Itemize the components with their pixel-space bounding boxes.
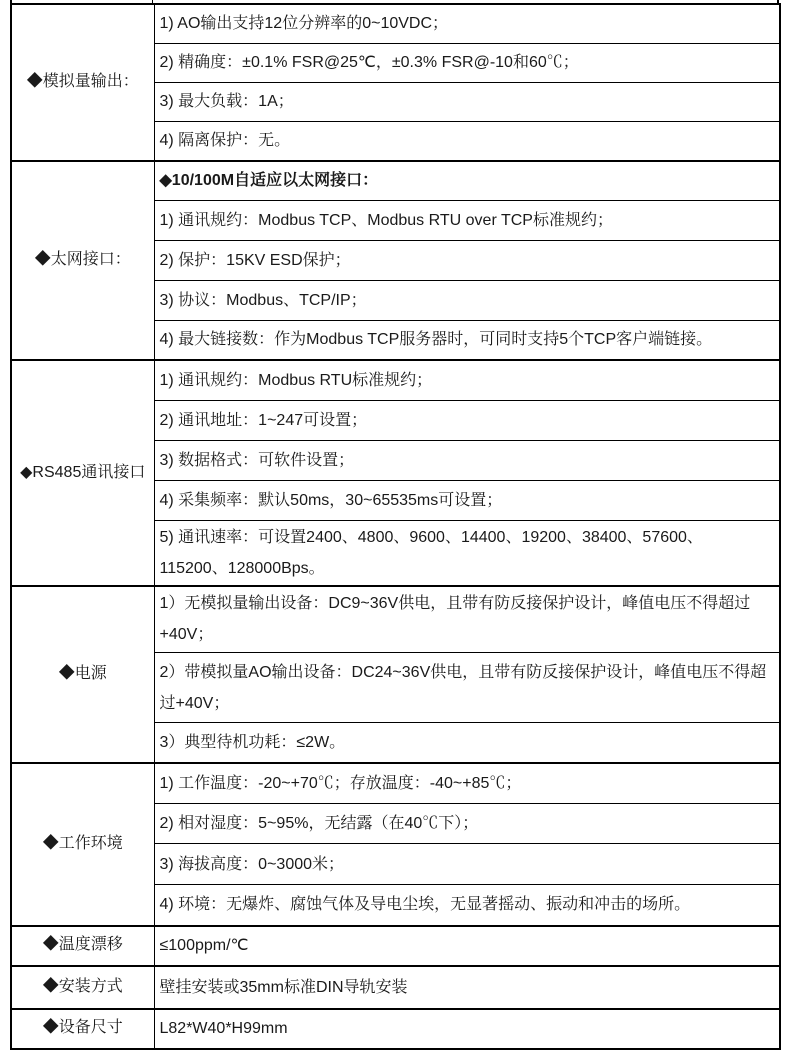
label-ethernet: ◆太网接口： (11, 161, 154, 360)
spec-value: 1) 通讯规约：Modbus TCP、Modbus RTU over TCP标准规约； (154, 200, 780, 240)
spec-value: L82*W40*H99mm (154, 1009, 780, 1049)
spec-value: 3) 海拔高度：0~3000米； (154, 844, 780, 885)
section-ethernet (11, 161, 780, 360)
spec-value: 1）无模拟量输出设备：DC9~36V供电，且带有防反接保护设计，峰值电压不得超过+40V； (154, 586, 780, 653)
section-rs485 (11, 360, 780, 586)
label-temp-drift: ◆温度漂移 (11, 926, 154, 966)
spec-value: 4) 隔离保护：无。 (154, 121, 780, 161)
spec-value: 3) 最大负载：1A； (154, 82, 780, 121)
spec-table (10, 3, 781, 1050)
section-temp-drift (11, 926, 780, 966)
spec-value: 1) AO输出支持12位分辨率的0~10VDC； (154, 4, 780, 43)
spec-value: 2) 通讯地址：1~247可设置； (154, 400, 780, 440)
section-mounting (11, 966, 780, 1009)
spec-value: 3) 协议：Modbus、TCP/IP； (154, 280, 780, 320)
spec-value: ≤100ppm/℃ (154, 926, 780, 966)
divider (152, 0, 153, 3)
spec-value: 4) 环境：无爆炸、腐蚀气体及导电尘埃，无显著摇动、振动和冲击的场所。 (154, 885, 780, 926)
spec-value: 1) 工作温度：-20~+70℃；存放温度：-40~+85℃； (154, 763, 780, 804)
spec-value: 4) 采集频率：默认50ms，30~65535ms可设置； (154, 480, 780, 520)
divider (10, 0, 12, 3)
spec-value: 3) 数据格式：可软件设置； (154, 440, 780, 480)
spec-value: 3）典型待机功耗：≤2W。 (154, 723, 780, 763)
spec-value: 2) 精确度：±0.1% FSR@25℃，±0.3% FSR@-10和60℃； (154, 43, 780, 82)
label-mounting: ◆安装方式 (11, 966, 154, 1009)
label-dimensions: ◆设备尺寸 (11, 1009, 154, 1049)
spec-value: 2) 相对湿度：5~95%，无结露（在40℃下）； (154, 804, 780, 844)
spec-value: 5) 通讯速率：可设置2400、4800、9600、14400、19200、38400、57600、115200、128000Bps。 (154, 520, 780, 586)
section-dimensions (11, 1009, 780, 1049)
spec-value: 4) 最大链接数：作为Modbus TCP服务器时，可同时支持5个TCP客户端链接。 (154, 320, 780, 360)
section-analog-output (11, 4, 780, 161)
spec-value: 2) 保护：15KV ESD保护； (154, 240, 780, 280)
spec-value: 壁挂安装或35mm标准DIN导轨安装 (154, 966, 780, 1009)
spec-table-wrap (10, 0, 779, 1050)
label-power: ◆电源 (11, 586, 154, 763)
divider (777, 0, 779, 3)
label-analog-output: ◆模拟量输出： (11, 4, 154, 161)
label-rs485: ◆RS485通讯接口 (11, 360, 154, 586)
section-environment (11, 763, 780, 926)
label-environment: ◆工作环境 (11, 763, 154, 926)
spec-value: 1) 通讯规约：Modbus RTU标准规约； (154, 360, 780, 400)
table-top-stub (10, 0, 779, 3)
spec-value: 2）带模拟量AO输出设备：DC24~36V供电，且带有防反接保护设计，峰值电压不得超过+40V； (154, 653, 780, 723)
section-power (11, 586, 780, 763)
spec-value: ◆10/100M自适应以太网接口： (154, 161, 780, 200)
